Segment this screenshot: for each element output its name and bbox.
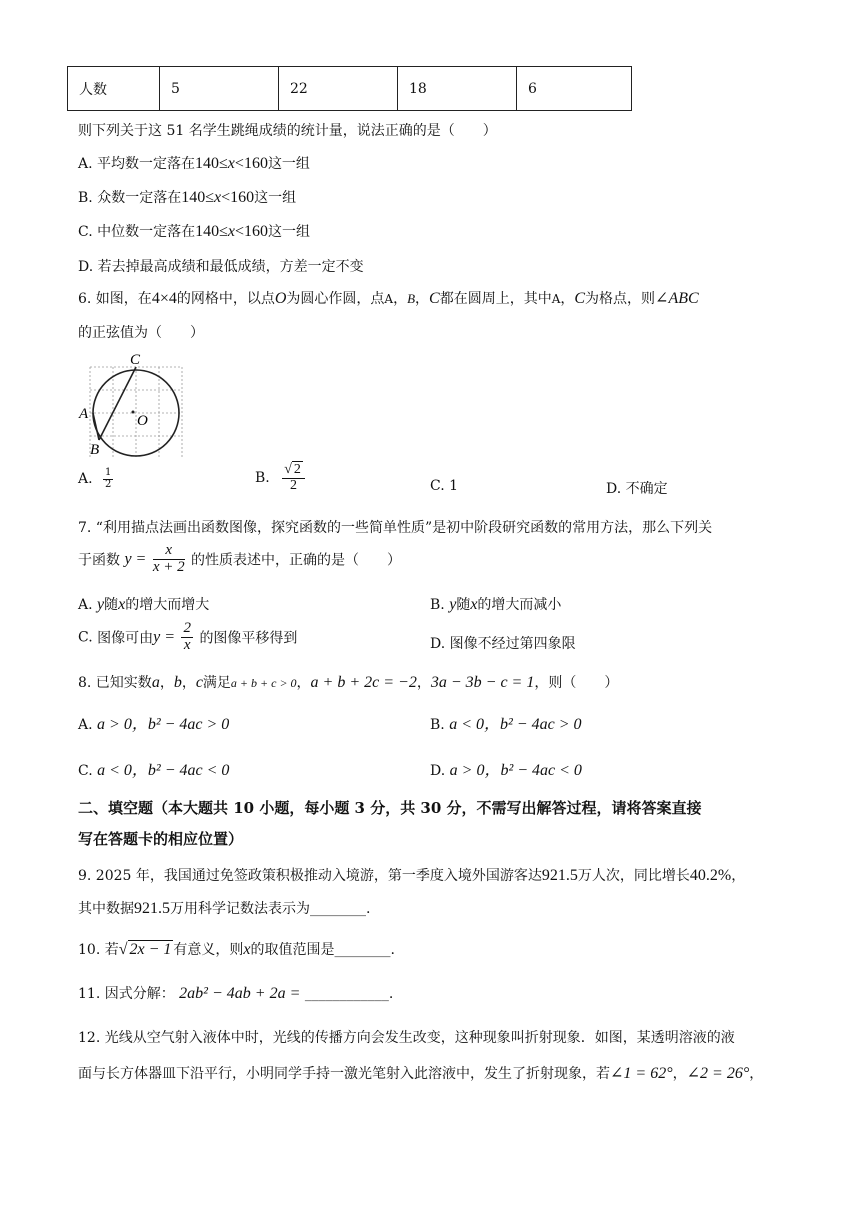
frac-num: √ 2 [282,463,305,479]
q6-text: 的网格中，以点 [176,291,275,307]
q7-option-c [78,621,297,654]
q10 [78,939,395,959]
q9-text: 万人次，同比增长 [577,868,690,884]
q12-text: 面与长方体器皿下沿平行，小明同学手持一激光笔射入此溶液中，发生了折射现象，若 [78,1066,610,1082]
q10-text: 10. 若 [78,942,119,958]
value: 921.5 [541,867,578,884]
q12-line1: 12. 光线从空气射入液体中时，光线的传播方向会发生改变，这种现象叫折射现象．如图，某透明溶液的液 [78,1030,735,1046]
func-lhs: y = [124,550,147,568]
var-x: x [470,596,478,613]
fraction-sqrt2-over-2 [282,463,305,493]
frac-den: x [183,636,191,653]
range-hi: 160 [230,189,255,206]
option-letter: D. [430,636,446,652]
option-text: 图像不经过第四象限 [449,636,576,652]
q8-option-d [430,757,582,780]
q7-option-a [78,594,209,614]
option-letter: A. [78,471,93,487]
range-x: x [227,155,235,172]
q10-text: 的取值范围是________. [250,942,395,958]
q6-stem-line1 [78,288,699,308]
q5-option-b [78,187,296,207]
option-letter: B. [430,597,445,613]
range-lt: < [221,189,231,206]
table-cell: 22 [279,67,398,111]
q6-option-d: D. 不确定 [606,481,668,497]
section-2-heading-line1: 二、填空题（本大题共 10 小题，每小题 3 分，共 30 分，不需写出解答过程，请将答案直接 [78,799,702,817]
radicand: 2x − 1 [129,941,172,958]
value: 40.2% [689,867,732,884]
q8-text: ，则（ ） [534,675,619,691]
q8-text: 8. 已知实数 [78,675,152,691]
option-letter: D. [430,763,446,779]
q7-text: 的性质表述中，正确的是（ ） [191,552,402,569]
option-letter: C. [78,629,93,646]
option-text: 平均数一定落在 [97,156,196,172]
figure-label-b: B [90,442,100,458]
frac-den: x + 2 [152,558,185,575]
condition-2: a + b + 2c = −2 [310,674,417,691]
figure-label-c: C [130,352,141,368]
q7-option-d [430,633,576,653]
option-text: 随 [104,597,119,613]
range-lt: < [234,155,244,172]
frac-den: 2 [105,478,112,490]
q6-circle-grid-figure [76,348,188,458]
range-lo: 140 [181,189,206,206]
option-text: 的增大而减小 [477,597,562,613]
point-c2: C [574,290,586,307]
range-x: x [227,223,236,240]
range-lo: 140 [195,155,220,172]
range-lo: 140 [195,223,220,240]
angle-abc: ∠ABC [655,290,699,307]
table-label-cell: 人数 [68,67,160,111]
value: 921.5 [134,900,170,917]
q8-sep: ， [416,675,431,691]
frequency-table [67,66,632,111]
radicand: 2 [293,462,301,477]
condition-3: 3a − 3b − c = 1 [430,674,535,691]
q9-text: 其中数据 [78,901,134,917]
figure-label-a: A [79,406,89,422]
q10-text: 有意义，则 [173,942,244,958]
q8-sep: ， [159,675,174,691]
range-suffix: 这一组 [254,190,297,206]
option-expression: a > 0，b² − 4ac > 0 [97,716,230,733]
angle-1: ∠1 = 62° [610,1065,673,1082]
function-fraction [181,621,193,654]
range-le: ≤ [205,189,214,206]
var-x: x [243,941,251,958]
option-letter: C. [78,224,93,240]
answer-blank: ____________. [304,986,394,1002]
q8-stem [78,672,618,692]
option-text: 图像可由 [97,630,154,647]
q5-option-a [78,153,310,173]
q6-option-b [255,463,307,493]
q5-stem: 则下列关于这 51 名学生跳绳成绩的统计量，说法正确的是（ ） [78,123,497,139]
frac-den: 2 [290,477,298,493]
q5-option-d [78,256,364,276]
range-suffix: 这一组 [267,156,310,172]
q5-option-c [78,221,310,241]
factor-expression: 2ab² − 4ab + 2a = [179,985,301,1002]
frac-num: x [153,543,185,560]
q8-sep: ， [181,675,196,691]
option-letter: B. [430,717,445,733]
grid-expression: 4×4 [151,290,177,307]
q6-option-a [78,468,115,490]
section-2-heading-line2: 写在答题卡的相应位置） [78,830,244,848]
option-expression: a < 0，b² − 4ac > 0 [449,716,582,733]
option-letter: A. [78,717,93,733]
q6-sep: ， [415,291,430,307]
var-y: y [97,596,105,613]
point-b: B [407,291,416,306]
option-letter: C. [78,763,93,779]
range-suffix: 这一组 [268,224,311,240]
figure-label-o: O [137,413,148,429]
q6-text: 为格点，则 [585,291,656,307]
q12-line2 [78,1063,763,1083]
q6-sep: ， [393,291,408,307]
table-row [68,67,632,111]
option-text: 的增大而增大 [125,597,210,613]
point-a2: A [551,292,561,306]
frac-num: 2 [183,620,191,636]
q9-text: 9. 2025 年，我国通过免签政策积极推动入境游，第一季度入境外国游客达 [78,868,542,884]
range-lt: < [235,223,245,240]
option-letter: D. [78,259,94,275]
var-c: c [195,674,203,691]
table-cell: 6 [517,67,632,111]
range-x: x [213,189,222,206]
var-a: a [151,674,160,691]
q6-sep: ， [560,291,575,307]
option-letter: A. [78,156,93,172]
q9-line2 [78,898,370,918]
option-expression: a > 0，b² − 4ac < 0 [449,762,582,779]
sqrt-expression: √ 2x − 1 [118,941,172,958]
q6-text: 6. 如图，在 [78,291,152,307]
q9-line1 [78,865,745,885]
option-text: 若去掉最高成绩和最低成绩，方差一定不变 [97,259,364,275]
q8-option-a [78,711,229,734]
range-le: ≤ [219,223,228,240]
function-fraction [153,543,185,576]
func-lhs: y = [153,628,176,646]
var-y: y [449,596,457,613]
range-le: ≤ [219,155,228,172]
option-text: 众数一定落在 [97,190,182,206]
point-a: A [384,292,394,306]
q11-text: 11. 因式分解： [78,986,175,1002]
q6-text: 都在圆周上，其中 [439,291,552,307]
point-c: C [429,290,440,307]
option-text: 中位数一定落在 [97,224,196,240]
q12-sep: ， [672,1066,687,1082]
q12-sep: ， [749,1066,764,1082]
q7-text: 于函数 [78,552,120,569]
option-text: 随 [456,597,471,613]
table-cell: 18 [398,67,517,111]
q11 [78,983,393,1003]
q6-stem-line2: 的正弦值为（ ） [78,325,204,341]
option-letter: B. [78,190,93,206]
q6-text: 为圆心作圆，点 [286,291,385,307]
table-cell: 5 [160,67,279,111]
fraction-one-half [103,468,113,490]
var-x: x [118,596,126,613]
point-o: O [274,290,287,307]
option-letter: B. [255,470,270,487]
q6-option-c: C. 1 [430,478,459,494]
q8-sep: ， [296,675,311,691]
option-letter: A. [78,597,93,613]
range-hi: 160 [243,155,268,172]
q8-text: 满足 [202,675,231,691]
option-expression: a < 0，b² − 4ac < 0 [97,762,230,779]
q9-text: ， [731,868,746,884]
option-text: 的图像平移得到 [199,630,298,647]
var-b: b [173,674,182,691]
q7-option-b [430,594,561,614]
condition-1: a + b + c > 0 [230,676,297,690]
q7-stem-line1: 7. “利用描点法画出函数图像，探究函数的一些简单性质”是初中阶段研究函数的常用方法，那么下列关 [78,520,713,536]
q8-option-b [430,711,582,734]
angle-2: ∠2 = 26° [686,1065,750,1082]
q8-option-c [78,757,229,780]
q7-stem-line2 [78,543,401,576]
q9-text: 万用科学记数法表示为________. [170,901,371,917]
frac-num: 1 [105,467,112,478]
range-hi: 160 [244,223,269,240]
